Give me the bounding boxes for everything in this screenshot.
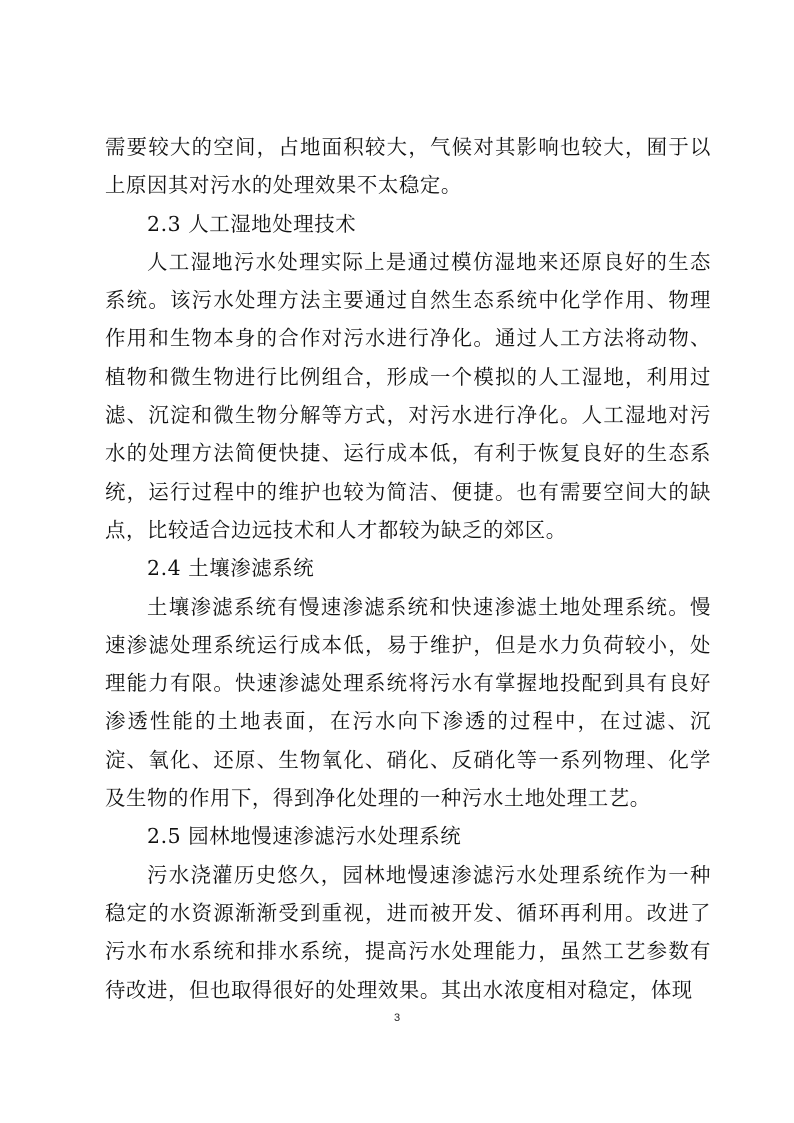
paragraph-garden-slow-infiltration: 污水浇灌历史悠久，园林地慢速渗滤污水处理系统作为一种稳定的水资源渐渐受到重视，进而被开发、循环再利用。改进了污水布水系统和排水系统，提高污水处理能力，虽然工艺参数有待改进，但也取得很好的处理效果。其出水浓度相对稳定，体现 xyxy=(105,862,711,1002)
page-number: 3 xyxy=(393,1012,401,1024)
section-heading-2-4: 2.4 土壤渗滤系统 xyxy=(147,556,315,581)
paragraph-soil-infiltration: 土壤渗滤系统有慢速渗滤系统和快速渗滤土地处理系统。慢速渗滤处理系统运行成本低，易于维护，但是水力负荷较小，处理能力有限。快速渗滤处理系统将污水有掌握地投配到具有良好渗透性能的土地表面，在污水向下渗透的过程中，在过滤、沉淀、氧化、还原、生物氧化、硝化、反硝化等一系列物理、化学及生物的作用下，得到净化处理的一种污水土地处理工艺。 xyxy=(105,594,711,811)
page-body xyxy=(105,128,711,1009)
paragraph-constructed-wetland: 人工湿地污水处理实际上是通过模仿湿地来还原良好的生态系统。该污水处理方法主要通过自然生态系统中化学作用、物理作用和生物本身的合作对污水进行净化。通过人工方法将动物、植物和微生物进行比例组合，形成一个模拟的人工湿地，利用过滤、沉淀和微生物分解等方式，对污水进行净化。人工湿地对污水的处理方法简便快捷、运行成本低，有利于恢复良好的生态系统，运行过程中的维护也较为简洁、便捷。也有需要空间大的缺点，比较适合边远技术和人才都较为缺乏的郊区。 xyxy=(105,249,711,542)
section-heading-2-3: 2.3 人工湿地处理技术 xyxy=(147,211,357,236)
paragraph-continuation: 需要较大的空间，占地面积较大，气候对其影响也较大，囿于以上原因其对污水的处理效果不太稳定。 xyxy=(105,135,711,198)
section-heading-2-5: 2.5 园林地慢速渗滤污水处理系统 xyxy=(147,824,462,849)
